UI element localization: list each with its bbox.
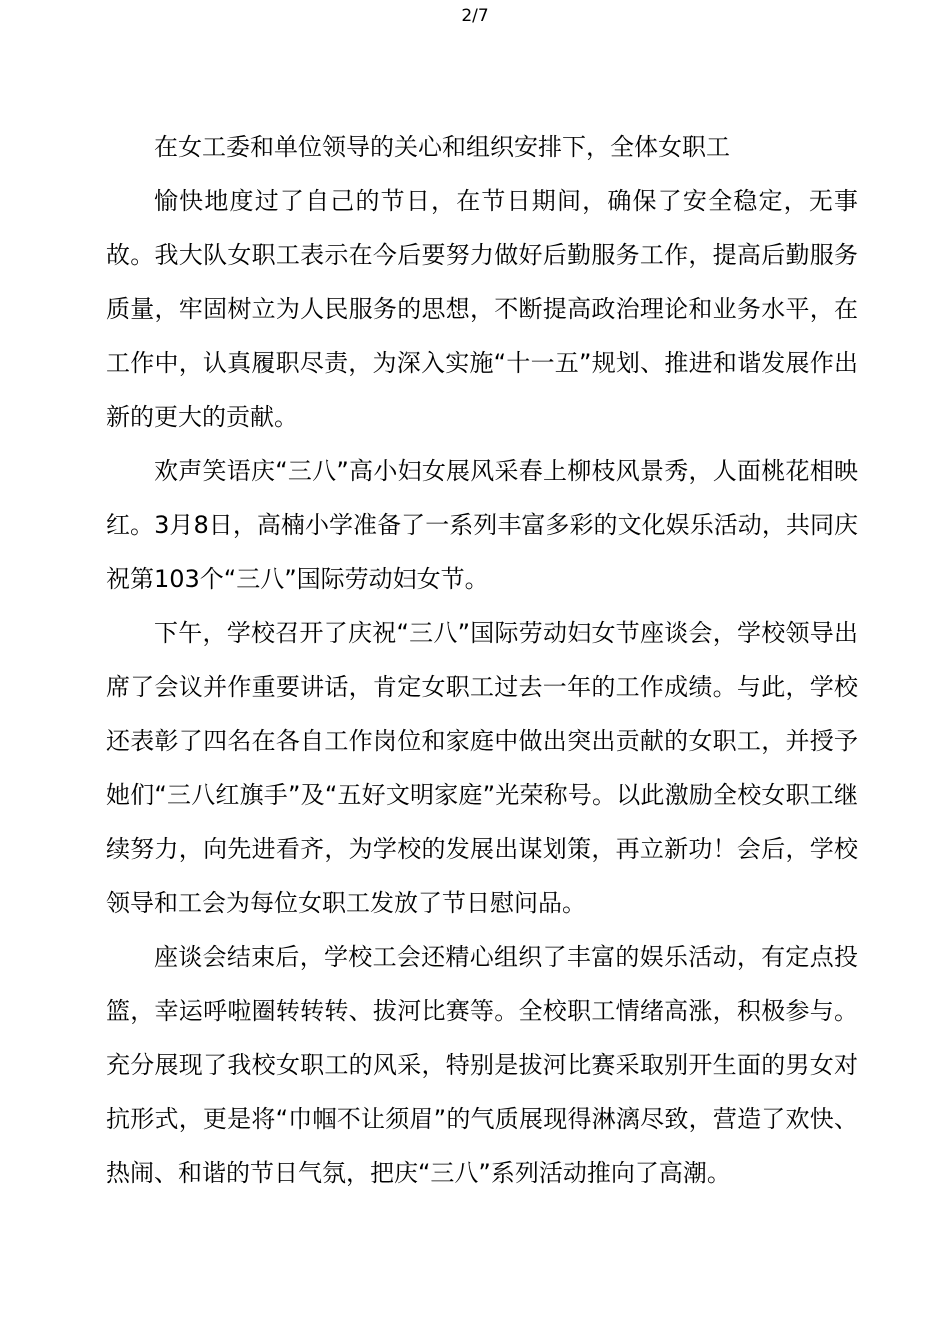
paragraph-2: 愉快地度过了自己的节日，在节日期间，确保了安全稳定，无事故。我大队女职工表示在今后要努力做好后勤服务工作，提高后勤服务质量，牢固树立为人民服务的思想，不断提高政治理论和业务水平，在工作中，认真履职尽责，为深入实施“十一五”规划、推进和谐发展作出新的更大的贡献。	[106, 187, 858, 431]
paragraph-1: 在女工委和单位领导的关心和组织安排下，全体女职工	[154, 133, 730, 161]
document-body	[106, 120, 858, 1200]
paragraph-4: 下午，学校召开了庆祝“三八”国际劳动妇女节座谈会，学校领导出席了会议并作重要讲话，肯定女职工过去一年的工作成绩。与此，学校还表彰了四名在各自工作岗位和家庭中做出突出贡献的女职工，并授予她们“三八红旗手”及“五好文明家庭”光荣称号。以此激励全校女职工继续努力，向先进看齐，为学校的发展出谋划策，再立新功！会后，学校领导和工会为每位女职工发放了节日慰问品。	[106, 619, 858, 917]
paragraph-3: 欢声笑语庆“三八”高小妇女展风采春上柳枝风景秀，人面桃花相映红。3月8日，高楠小学准备了一系列丰富多彩的文化娱乐活动，共同庆祝第103个“三八”国际劳动妇女节。	[106, 457, 858, 593]
paragraph-5: 座谈会结束后，学校工会还精心组织了丰富的娱乐活动，有定点投篮，幸运呼啦圈转转转、拔河比赛等。全校职工情绪高涨，积极参与。充分展现了我校女职工的风采，特别是拔河比赛采取别开生面的男女对抗形式，更是将“巾帼不让须眉”的气质展现得淋漓尽致，营造了欢快、热闹、和谐的节日气氛，把庆“三八”系列活动推向了高潮。	[106, 943, 858, 1187]
page-number: 2/7	[461, 6, 489, 26]
